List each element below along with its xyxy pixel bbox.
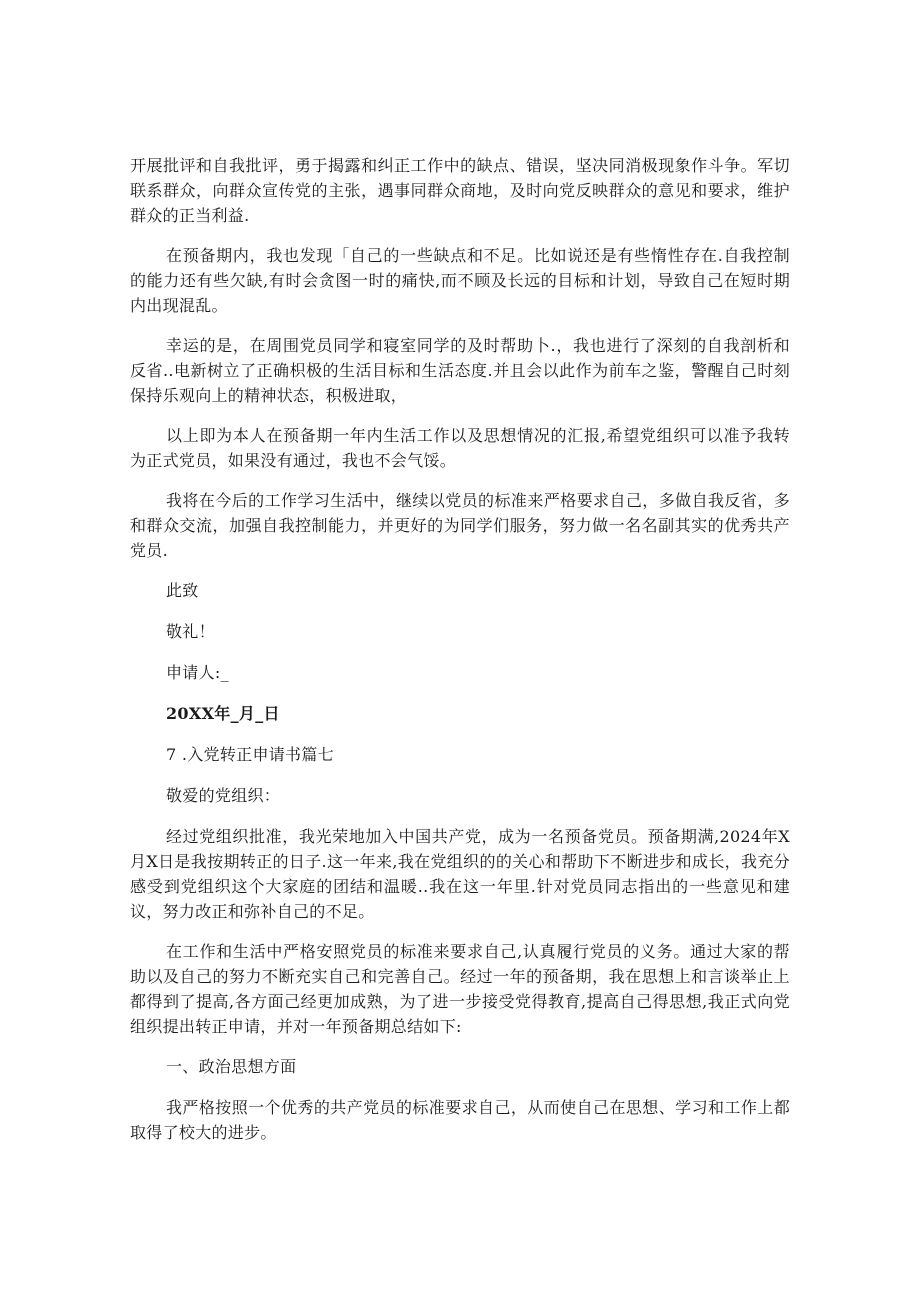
paragraph-criticism: 开展批评和自我批评，勇于揭露和纠正工作中的缺点、错误，坚决同消极现象作斗争。军切联系群众，向群众宣传党的主张，遇事同群众商地，及时向党反映群众的意见和要求，维护群众的正当利益. <box>130 156 790 225</box>
paragraph-shortcomings: 在预备期内，我也发现「自己的一些缺点和不足。比如说还是有些惰性存在.自我控制的能力还有些欠缺,有时会贪图一时的痛快,而不顾及长远的目标和计划，导致自己在短时期内出现混乱。 <box>130 246 790 315</box>
paragraph-future-commitment: 我将在今后的工作学习生活中，继续以党员的标准来严格要求自己，多做自我反省，多和群众交流，加强自我控制能力，并更好的为同学们服务，努力做一名名副其实的优秀共产党员. <box>130 491 790 560</box>
document-page <box>130 153 790 1160</box>
date-line: 20XX年_月_日 <box>166 704 280 723</box>
paragraph-work-life: 在工作和生活中严格安照党员的标准来要求自己,认真履行党员的义务。通过大家的帮助以及自己的努力不断充实自己和完善自己。经过一年的预备期，我在思想上和言谈举止上都得到了提高,各方面己经更加成熟，为了进一步接受党得教育,提高自己得思想,我正式向党组织提出转正申请，并对一年预备期总结如下: <box>130 942 790 1036</box>
paragraph-approval: 经过党组织批准，我光荣地加入中国共产党，成为一名预备党员。预备期满,2024年X月X日是我按期转正的日子.这一年来,我在党组织的的关心和帮助下不断进步和成长，我充分感受到党组织这个大家庭的团结和温暖..我在这一年里.针对党员同志指出的一些意见和建议，努力改正和弥补自己的不足。 <box>130 827 790 921</box>
paragraph-political-thought: 我严格按照一个优秀的共产党员的标准要求自己，从而使自己在思想、学习和工作上都取得了校大的进步。 <box>130 1098 790 1142</box>
closing-greeting: 此致 <box>166 581 199 600</box>
heading-political-thought: 一、政治思想方面 <box>166 1057 297 1076</box>
paragraph-self-analysis: 幸运的是，在周围党员同学和寝室同学的及时帮助卜.，我也进行了深刻的自我剖析和反省..电新树立了正确枳极的生活目标和生活态度.并且会以此作为前车之鉴，警醒自己时刻保持乐观向上的精神状态，积极进取， <box>130 336 790 405</box>
paragraph-summary: 以上即为本人在预备期一年内生活工作以及思想情况的汇报,希望党组织可以准予我转为正式党员，如果没有通过，我也不会气馁。 <box>130 426 790 470</box>
salutation: 敬爱的党组织： <box>166 786 281 805</box>
applicant-line: 申请人:_ <box>166 663 229 682</box>
closing-salute: 敬礼！ <box>166 622 215 641</box>
section-title: 7 .入党转正申请书篇七 <box>166 745 334 764</box>
